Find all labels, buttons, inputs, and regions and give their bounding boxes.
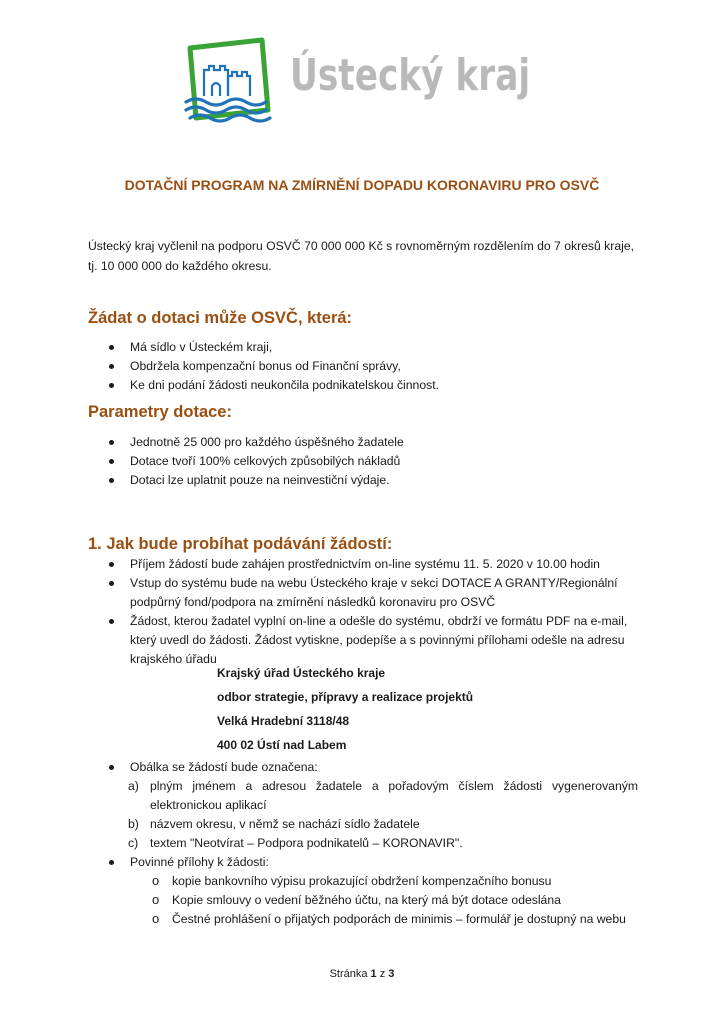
list-item: Povinné přílohy k žádosti: — [106, 853, 666, 872]
attachments-list — [106, 853, 666, 872]
list-item: Dotaci lze uplatnit pouze na neinvestiční výdaje. — [106, 471, 666, 490]
page-footer — [0, 968, 724, 980]
attachment-marker: o — [152, 892, 160, 907]
section-parameters-heading: Parametry dotace: — [88, 403, 232, 421]
list-item: Obálka se žádostí bude označena: — [106, 758, 666, 777]
envelope-marker-c: c) — [128, 836, 139, 850]
list-item: Dotace tvoří 100% celkových způsobilých nákladů — [106, 452, 666, 471]
attachment-item: kopie bankovního výpisu prokazující obdržení kompenzačního bonusu — [172, 874, 552, 888]
envelope-item-a — [150, 777, 638, 815]
address-line-city: 400 02 Ústí nad Labem — [217, 738, 347, 752]
envelope-list — [106, 758, 666, 777]
section-application-heading: 1. Jak bude probíhat podávání žádostí: — [88, 535, 393, 553]
list-item — [106, 612, 666, 669]
intro-paragraph — [88, 236, 648, 276]
logo-wordmark: Ústecký kraj — [290, 50, 531, 101]
list-item — [106, 555, 666, 574]
envelope-marker-a: a) — [128, 779, 139, 793]
list-item — [106, 574, 666, 612]
list-item-line: Žádost, kterou žadatel vyplní on-line a odešle do systému, obdrží ve formátu PDF na e-mail, — [130, 614, 628, 628]
attachment-marker: o — [152, 873, 160, 888]
list-item-line: podpůrný fond/podpora na zmírnění následků koronaviru pro OSVČ — [130, 595, 496, 609]
page-total: 3 — [388, 968, 395, 980]
attachment-marker: o — [152, 911, 160, 926]
page-label: Stránka — [329, 968, 368, 980]
list-item-line: Vstup do systému bude na webu Ústeckého kraje v sekci DOTACE A GRANTY/Regionální — [130, 576, 618, 590]
document-title: DOTAČNÍ PROGRAM NA ZMÍRNĚNÍ DOPADU KORONAVIRU PRO OSVČ — [124, 177, 600, 193]
list-item-line: který uvedl do žádosti. Žádost vytiskne, podepíše a s povinnými přílohami odešle na adresu — [130, 633, 625, 647]
list-item: Obdržela kompenzační bonus od Finanční správy, — [106, 357, 666, 376]
attachment-item: Čestné prohlášení o přijatých podporách de minimis – formulář je dostupný na webu — [172, 912, 626, 926]
section-eligibility-heading: Žádat o dotaci může OSVČ, která: — [88, 309, 353, 327]
list-item: Má sídlo v Ústeckém kraji, — [106, 338, 666, 357]
envelope-item-c: textem "Neotvírat – Podpora podnikatelů – KORONAVIR". — [150, 836, 463, 850]
envelope-marker-b: b) — [128, 817, 139, 831]
envelope-item-line: elektronickou aplikací — [150, 798, 267, 812]
envelope-item-line: plným jménem a adresou žadatele a pořadovým číslem žádosti vygenerovaným — [150, 779, 638, 793]
intro-line-1: Ústecký kraj vyčlenil na podporu OSVČ 70 000 000 Kč s rovnoměrným rozdělením do 7 okresů kraje, — [88, 239, 634, 253]
address-line-street: Velká Hradební 3118/48 — [217, 714, 350, 728]
intro-line-2: tj. 10 000 000 do každého okresu. — [88, 259, 272, 273]
list-item-line: krajského úřadu — [130, 652, 217, 666]
address-line-department: odbor strategie, přípravy a realizace projektů — [217, 690, 474, 704]
list-item: Jednotně 25 000 pro každého úspěšného žadatele — [106, 433, 666, 452]
ustecky-kraj-logo — [176, 36, 536, 132]
list-item: Ke dni podání žádosti neukončila podnikatelskou činnost. — [106, 376, 666, 395]
address-line-office: Krajský úřad Ústeckého kraje — [217, 666, 386, 680]
eligibility-list — [106, 338, 666, 395]
page-separator: z — [379, 968, 386, 980]
list-item-line: Příjem žádostí bude zahájen prostřednictvím on-line systému 11. 5. 2020 v 10.00 hodin — [130, 557, 600, 571]
castle-emblem-icon — [176, 36, 288, 132]
parameters-list — [106, 433, 666, 490]
page-current: 1 — [370, 968, 377, 980]
envelope-item-b: názvem okresu, v němž se nachází sídlo žadatele — [150, 817, 420, 831]
application-list — [106, 555, 666, 669]
attachment-item: Kopie smlouvy o vedení běžného účtu, na který má být dotace odeslána — [172, 893, 561, 907]
